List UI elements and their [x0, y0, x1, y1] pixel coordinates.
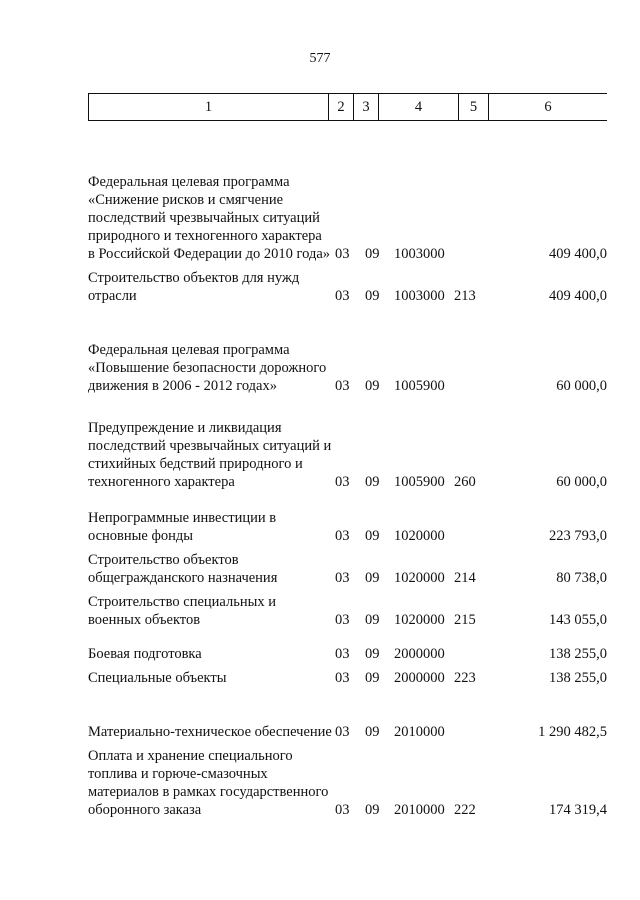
row-col-6: 138 255,0 — [549, 646, 607, 662]
table-row — [88, 323, 607, 395]
row-col-3: 09 — [365, 612, 380, 628]
row-col-5: 260 — [454, 474, 476, 490]
header-col-6: 6 — [544, 99, 552, 115]
row-name: Строительство объектов общегражданского назначения — [88, 552, 278, 586]
row-col-3: 09 — [365, 474, 380, 490]
row-col-2: 03 — [335, 670, 350, 686]
row-name: Предупреждение и ликвидация последствий чрезвычайных ситуаций и стихийных бедствий природного и техногенного характера — [88, 420, 332, 490]
header-col-4: 4 — [379, 94, 459, 120]
row-name: Боевая подготовка — [88, 646, 202, 662]
table-row — [88, 509, 607, 545]
row-name: Оплата и хранение специального топлива и горюче-смазочных материалов в рамках государственного оборонного заказа — [88, 748, 329, 818]
row-col-3: 09 — [365, 570, 380, 586]
row-col-3: 09 — [365, 246, 380, 262]
row-col-5: 214 — [454, 570, 476, 586]
table-row — [88, 747, 607, 819]
table-row — [88, 669, 607, 687]
row-col-4: 1003000 — [394, 246, 445, 262]
table-row — [88, 705, 607, 741]
row-col-4: 2000000 — [394, 670, 445, 686]
row-col-2: 03 — [335, 612, 350, 628]
row-col-6: 138 255,0 — [549, 670, 607, 686]
row-col-6: 60 000,0 — [556, 378, 607, 394]
row-col-6: 409 400,0 — [549, 246, 607, 262]
row-col-2: 03 — [335, 246, 350, 262]
row-col-4: 1005900 — [394, 474, 445, 490]
header-col-5: 5 — [459, 94, 489, 120]
table-row — [88, 551, 607, 587]
row-col-4: 1020000 — [394, 528, 445, 544]
row-col-3: 09 — [365, 646, 380, 662]
row-col-4: 1020000 — [394, 570, 445, 586]
row-col-4: 2010000 — [394, 724, 445, 740]
row-col-5: 223 — [454, 670, 476, 686]
row-col-2: 03 — [335, 724, 350, 740]
row-name: Материально-техническое обеспечение — [88, 724, 332, 740]
row-name: Специальные объекты — [88, 670, 227, 686]
row-col-2: 03 — [335, 802, 350, 818]
row-col-6: 143 055,0 — [549, 612, 607, 628]
row-name: Федеральная целевая программа «Снижение рисков и смягчение последствий чрезвычайных ситуаций природного и техногенного характера в Российской Федерации до 2010 года» — [88, 174, 331, 262]
table-row — [88, 593, 607, 629]
table-header — [88, 93, 607, 121]
row-col-4: 2010000 — [394, 802, 445, 818]
row-col-3: 09 — [365, 724, 380, 740]
page-number: 577 — [309, 51, 331, 66]
table-body — [88, 137, 607, 819]
row-name: Строительство специальных и военных объектов — [88, 594, 276, 628]
row-col-5: 215 — [454, 612, 476, 628]
row-col-3: 09 — [365, 670, 380, 686]
row-col-3: 09 — [365, 288, 380, 304]
row-col-4: 1005900 — [394, 378, 445, 394]
row-col-3: 09 — [365, 802, 380, 818]
header-col-1: 1 — [89, 94, 329, 120]
row-col-2: 03 — [335, 646, 350, 662]
row-col-4: 2000000 — [394, 646, 445, 662]
row-col-6: 80 738,0 — [556, 570, 607, 586]
row-col-4: 1020000 — [394, 612, 445, 628]
row-col-2: 03 — [335, 288, 350, 304]
row-col-5: 213 — [454, 288, 476, 304]
row-col-2: 03 — [335, 378, 350, 394]
header-col-2: 2 — [329, 94, 354, 120]
row-col-3: 09 — [365, 378, 380, 394]
header-col-3: 3 — [354, 94, 379, 120]
row-col-2: 03 — [335, 474, 350, 490]
row-name: Строительство объектов для нужд отрасли — [88, 270, 300, 304]
table-row — [88, 137, 607, 263]
row-col-6: 409 400,0 — [549, 288, 607, 304]
table-row — [88, 269, 607, 305]
row-col-3: 09 — [365, 528, 380, 544]
row-col-5: 222 — [454, 802, 476, 818]
row-col-6: 60 000,0 — [556, 474, 607, 490]
row-col-2: 03 — [335, 570, 350, 586]
row-col-6: 223 793,0 — [549, 528, 607, 544]
row-col-2: 03 — [335, 528, 350, 544]
row-col-6: 1 290 482,5 — [538, 724, 607, 740]
table-row — [88, 401, 607, 491]
row-col-4: 1003000 — [394, 288, 445, 304]
row-name: Непрограммные инвестиции в основные фонды — [88, 510, 277, 544]
row-col-6: 174 319,4 — [549, 802, 607, 818]
row-name: Федеральная целевая программа «Повышение безопасности дорожного движения в 2006 - 2012 годах» — [88, 342, 327, 394]
table-row — [88, 645, 607, 663]
